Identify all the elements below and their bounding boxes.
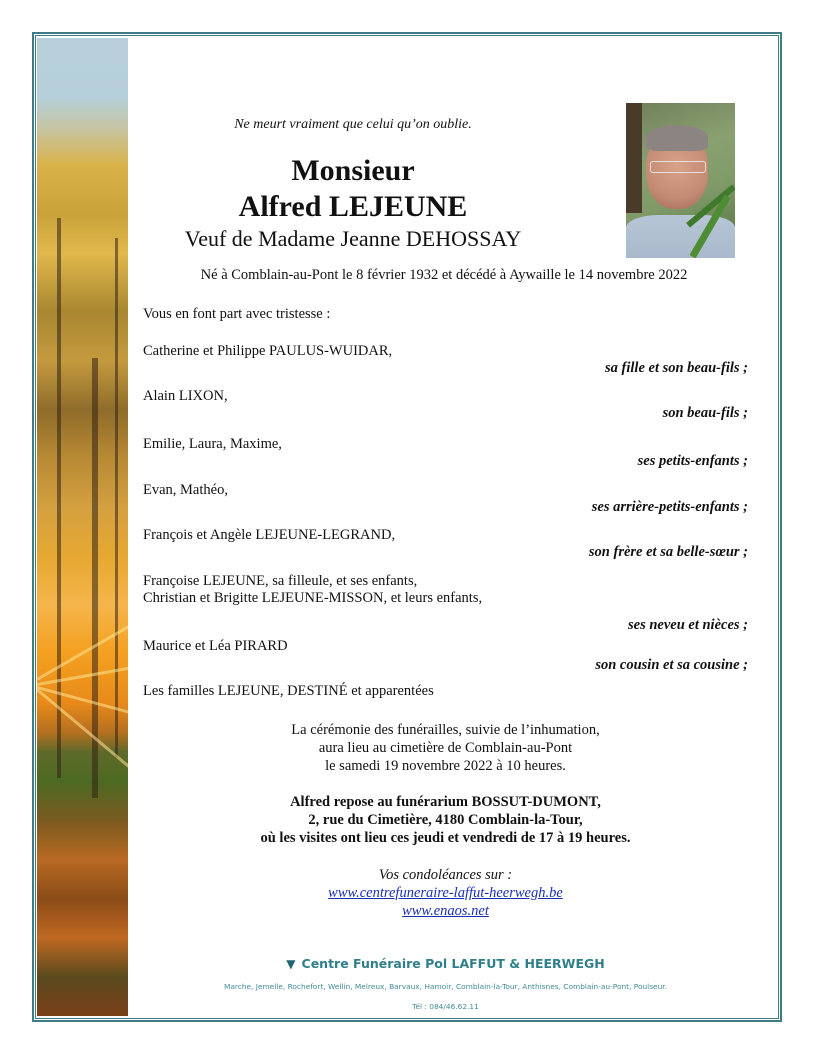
family-relation: sa fille et son beau-fils ;	[605, 360, 748, 376]
family-names: Evan, Mathéo,	[143, 482, 228, 498]
family-names: Alain LIXON,	[143, 388, 228, 404]
family-entry	[143, 436, 748, 470]
family-entry	[143, 573, 748, 634]
family-names: Catherine et Philippe PAULUS-WUIDAR,	[143, 343, 393, 359]
condolences-link-enaos[interactable]: www.enaos.net	[402, 903, 489, 919]
family-names: Françoise LEJEUNE, sa filleule, et ses enfants,	[143, 573, 418, 589]
family-entry	[143, 388, 748, 422]
family-entry	[143, 482, 748, 516]
condolences	[143, 866, 748, 920]
ceremony-line: aura lieu au cimetière de Comblain-au-Pont	[318, 740, 573, 756]
widow-line: Veuf de Madame Jeanne DEHOSSAY	[184, 226, 522, 251]
family-entry	[143, 683, 748, 700]
family-entry	[143, 638, 748, 674]
funerarium-line: où les visites ont lieu ces jeudi et vendredi de 17 à 19 heures.	[260, 830, 631, 846]
ceremony-line: le samedi 19 novembre 2022 à 10 heures.	[325, 758, 566, 774]
family-relation: son frère et sa belle-sœur ;	[588, 544, 748, 560]
intro-line: Vous en font part avec tristesse :	[143, 306, 331, 322]
family-names: Emilie, Laura, Maxime,	[143, 436, 282, 452]
footer-phone: Tél : 084/46.62.11	[412, 1002, 479, 1011]
triangle-down-icon: ▼	[286, 957, 296, 971]
ceremony-line: La cérémonie des funérailles, suivie de l’inhumation,	[291, 722, 600, 738]
family-entry	[143, 527, 748, 561]
family-names: Christian et Brigitte LEJEUNE-MISSON, et leurs enfants,	[143, 590, 483, 606]
footer-towns: Marche, Jemelle, Rochefort, Wellin, Melreux, Barvaux, Hamoir, Comblain-la-Tour, Anthisnes, Comblain-au-Pont, Poulseur.	[223, 982, 667, 991]
footer-title	[143, 956, 748, 971]
portrait-photo	[626, 103, 735, 258]
condolences-link-laffut[interactable]: www.centrefuneraire-laffut-heerwegh.be	[328, 885, 563, 901]
deceased-name: Alfred LEJEUNE	[238, 190, 468, 223]
birth-death-line: Né à Comblain-au-Pont le 8 février 1932 et décédé à Aywaille le 14 novembre 2022	[200, 267, 688, 283]
family-names: Les familles LEJEUNE, DESTINÉ et apparentées	[143, 683, 434, 699]
epigraph: Ne meurt vraiment que celui qu’on oublie.	[234, 117, 472, 132]
funerarium-info	[143, 793, 748, 847]
funerarium-line: 2, rue du Cimetière, 4180 Comblain-la-Tour,	[308, 812, 583, 828]
family-names: François et Angèle LEJEUNE-LEGRAND,	[143, 527, 396, 543]
family-relation: ses neveu et nièces ;	[628, 617, 748, 633]
funerarium-line: Alfred repose au funérarium BOSSUT-DUMONT,	[290, 794, 601, 810]
autumn-forest-photo	[37, 38, 128, 1016]
family-relation: ses arrière-petits-enfants ;	[591, 499, 748, 515]
ceremony-info	[143, 721, 748, 775]
condolences-label: Vos condoléances sur :	[378, 867, 513, 883]
family-names: Maurice et Léa PIRARD	[143, 638, 288, 654]
footer-company-name: Centre Funéraire Pol LAFFUT & HEERWEGH	[301, 956, 605, 971]
family-relation: ses petits-enfants ;	[637, 453, 748, 469]
family-relation: son cousin et sa cousine ;	[595, 657, 748, 673]
family-relation: son beau-fils ;	[662, 405, 748, 421]
title-honorific: Monsieur	[291, 154, 415, 187]
family-entry	[143, 343, 748, 377]
